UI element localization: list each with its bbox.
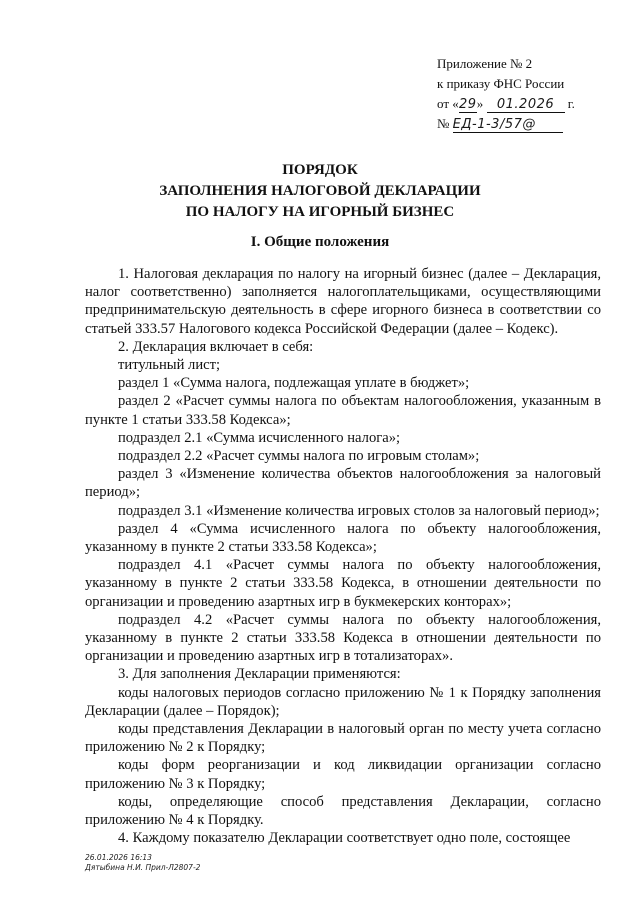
document-body	[85, 265, 601, 848]
paragraph: подраздел 2.2 «Расчет суммы налога по игровым столам»;	[118, 448, 480, 465]
order-number: № ЕД-1-3/57@	[437, 114, 617, 134]
paragraph: 3. Для заполнения Декларации применяются:	[118, 666, 401, 683]
paragraph: коды налоговых периодов согласно приложению № 1 к Порядку заполнения Декларации (далее – Порядок);	[85, 684, 601, 719]
date-day-handwritten: 29	[458, 97, 477, 112]
order-number-handwritten: ЕД-1-3/57@	[453, 118, 563, 133]
paragraph: подраздел 2.1 «Сумма исчисленного налога»;	[118, 429, 401, 446]
paragraph: подраздел 4.1 «Расчет суммы налога по объекту налогообложения, указанному в пункте 2 статьи 333.58 Кодекса, в отношении деятельности по организации и проведению азартных игр в букмекерских конторах»;	[85, 557, 601, 610]
paragraph: 4. Каждому показателю Декларации соответствует одно поле, состоящее	[118, 830, 571, 847]
document-title	[0, 160, 640, 223]
paragraph: подраздел 4.2 «Расчет суммы налога по объекту налогообложения, указанному в пункте 2 статьи 333.58 Кодекса в отношении деятельности по организации и проведению азартных игр в тотализаторах».	[85, 611, 601, 665]
paragraph: раздел 4 «Сумма исчисленного налога по объекту налогообложения, указанному в пункте 2 статьи 333.58 Кодекса»;	[85, 520, 601, 556]
appendix-header	[437, 54, 617, 134]
title-line-1: ПОРЯДОК	[282, 162, 358, 178]
paragraph: раздел 3 «Изменение количества объектов налогообложения за налоговый период»;	[85, 466, 601, 501]
paragraph: 1. Налоговая декларация по налогу на игорный бизнес (далее – Декларация, налог соответственно) заполняется налогоплательщиками, осуществляющими предпринимательскую деятельность в сфере игорного бизнеса в соответствии со статьей 333.57 Налогового кодекса Российской Федерации (далее – Кодекс).	[85, 266, 601, 337]
appendix-number: Приложение № 2	[437, 56, 533, 71]
order-date: от «29» 01.2026 г.	[437, 96, 575, 112]
footer-timestamp: 26.01.2026 16:13	[85, 853, 152, 862]
paragraph: коды форм реорганизации и код ликвидации организации согласно приложению № 3 к Порядку;	[85, 757, 601, 792]
title-line-2: ЗАПОЛНЕНИЯ НАЛОГОВОЙ ДЕКЛАРАЦИИ	[159, 183, 481, 199]
paragraph: титульный лист;	[118, 357, 221, 374]
paragraph: подраздел 3.1 «Изменение количества игровых столов за налоговый период»;	[118, 502, 600, 519]
paragraph: раздел 2 «Расчет суммы налога по объектам налогообложения, указанным в пункте 1 статьи 333.58 Кодекса»;	[85, 393, 601, 428]
paragraph: 2. Декларация включает в себя:	[118, 338, 314, 355]
section-heading: I. Общие положения	[250, 234, 390, 250]
document-footer	[85, 853, 200, 873]
title-line-3: ПО НАЛОГУ НА ИГОРНЫЙ БИЗНЕС	[185, 204, 455, 220]
date-month-year-handwritten: 01.2026	[487, 98, 565, 113]
paragraph: коды, определяющие способ представления Декларации, согласно приложению № 4 к Порядку.	[85, 793, 601, 829]
order-reference: к приказу ФНС России	[437, 76, 565, 91]
paragraph: коды представления Декларации в налоговый орган по месту учета согласно приложению № 2 к Порядку;	[85, 721, 601, 756]
footer-author: Дятыбина Н.И. Прил-Л2807-2	[85, 863, 201, 872]
paragraph: раздел 1 «Сумма налога, подлежащая уплате в бюджет»;	[118, 375, 470, 392]
